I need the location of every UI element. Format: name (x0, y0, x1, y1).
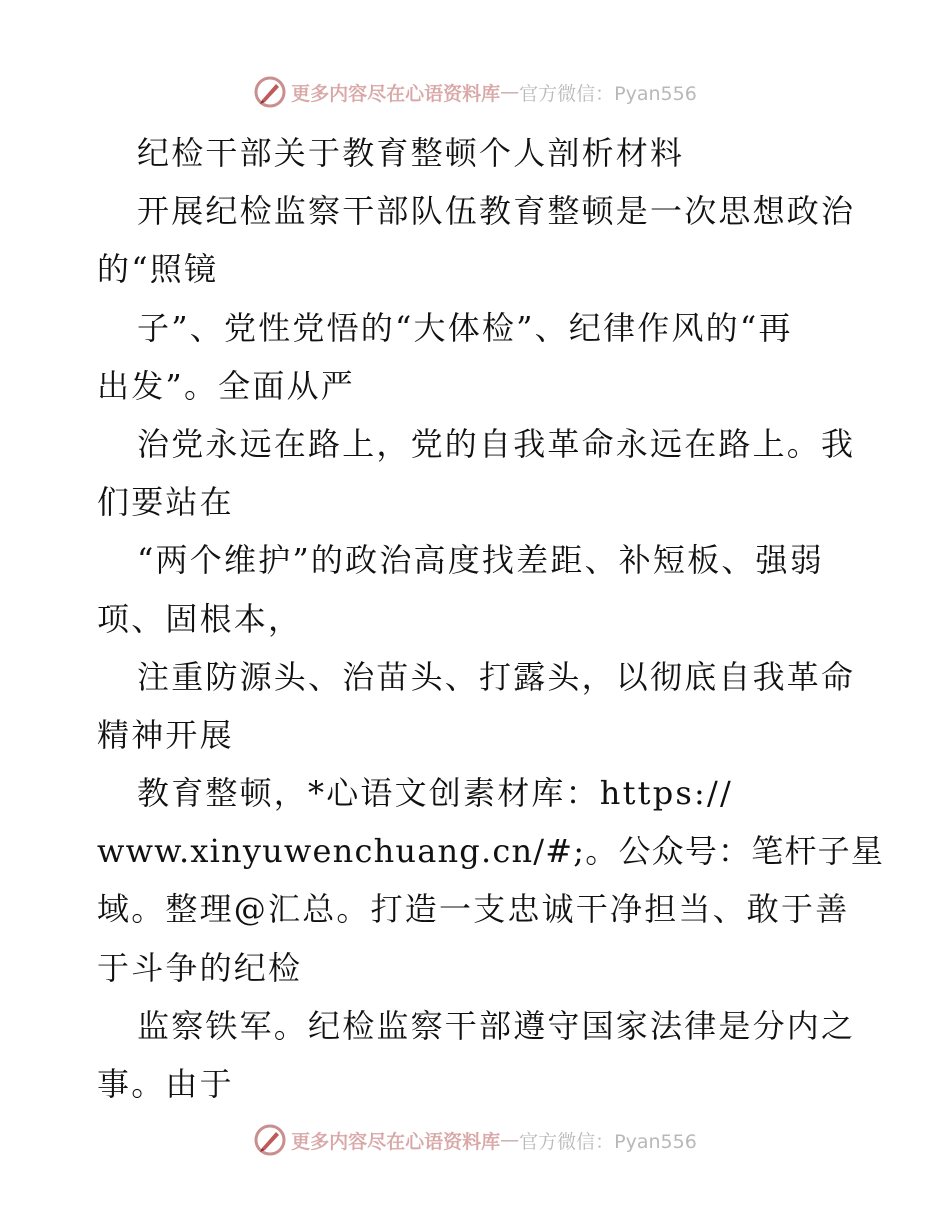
document-line: 注重防源头、治苗头、打露头，以彻底自我革命 (137, 657, 856, 696)
document-body (97, 124, 885, 1113)
banner-dash: — (500, 1129, 520, 1151)
banner-title: 更多内容尽在心语资料库 (291, 82, 501, 105)
document-line: 子”、党性党悟的“大体检”、纪律作风的“再 (137, 308, 793, 347)
banner-dash: — (500, 81, 520, 103)
document-line: 教育整顿，*心语文创素材库：https:// (137, 774, 733, 813)
footer-banner (0, 1120, 950, 1160)
header-banner (0, 72, 950, 112)
document-line: www.xinyuwenchuang.cn/#;。公众号：笔杆子星 (97, 832, 885, 871)
banner-title: 更多内容尽在心语资料库 (291, 1130, 501, 1153)
document-line: 纪检干部关于教育整顿个人剖析材料 (137, 134, 685, 172)
document-line: 项、固根本， (97, 599, 303, 638)
document-line: 治党永远在路上，党的自我革命永远在路上。我 (137, 424, 856, 463)
document-line: 于斗争的纪检 (97, 948, 303, 987)
banner-wechat: 官方微信：Pyan556 (519, 82, 697, 105)
banner-wechat: 官方微信：Pyan556 (519, 1130, 697, 1153)
document-line: 出发”。全面从严 (97, 366, 355, 405)
document-line: 精神开展 (97, 715, 234, 754)
pen-nib-logo-icon (253, 1123, 287, 1157)
document-line: 事。由于 (97, 1065, 234, 1103)
document-line: 监察铁军。纪检监察干部遵守国家法律是分内之 (137, 1006, 856, 1045)
document-line: 域。整理@汇总。打造一支忠诚干净担当、敢于善 (97, 890, 850, 929)
document-line: 的“照镜 (97, 250, 219, 289)
document-line: “两个维护”的政治高度找差距、补短板、强弱 (137, 541, 824, 580)
pen-nib-logo-icon (253, 75, 287, 109)
document-line: 们要站在 (97, 483, 234, 522)
document-line: 开展纪检监察干部队伍教育整顿是一次思想政治 (137, 192, 856, 231)
